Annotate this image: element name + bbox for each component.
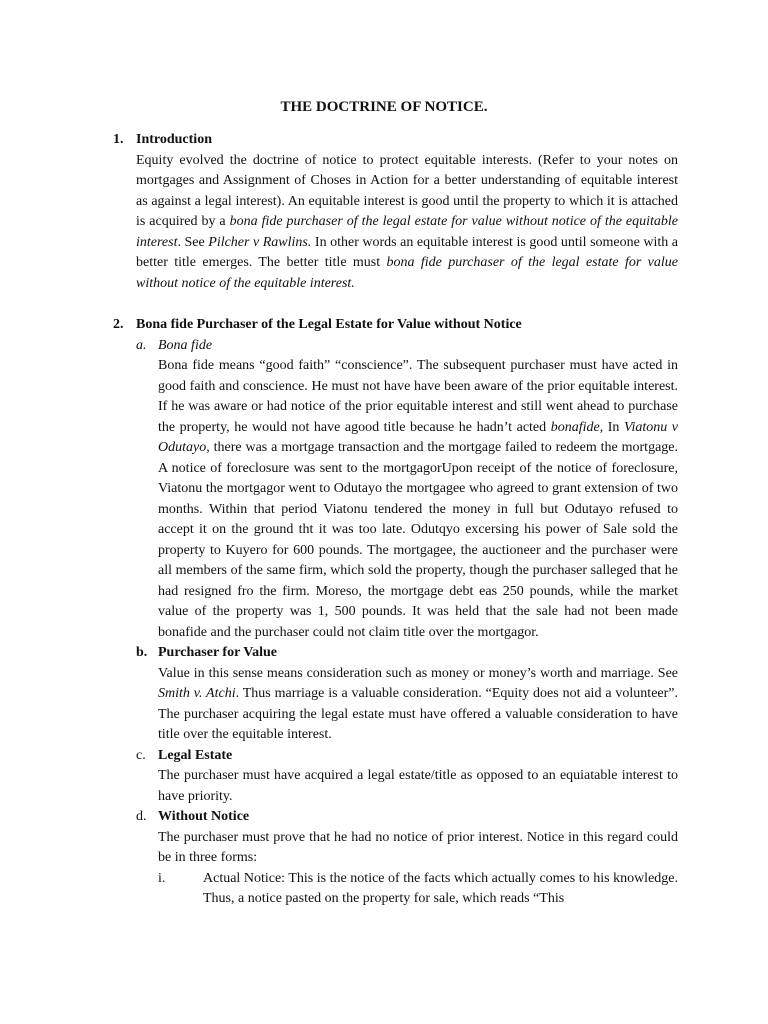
section-introduction xyxy=(113,130,678,294)
text-run: Value in this sense means consideration such as money or money’s worth and marriage. See xyxy=(158,665,678,681)
document-title: THE DOCTRINE OF NOTICE. xyxy=(280,99,488,115)
text-run: Bona fide means “good faith” “conscience”. The subsequent purchaser must have acted in good faith and conscience. He must not have have been aware of the prior equitable interest. If he was aware or had notice of the prior equitable interest and still went ahead to purchase the property, he would not have agood title because he hadn’t acted xyxy=(158,358,678,435)
case-citation: Pilcher v Rawlins. xyxy=(208,234,312,250)
subsection-body: The purchaser must prove that he had no notice of prior interest. Notice in this regard could be in three forms: xyxy=(158,829,678,865)
subsection-label: c. xyxy=(136,747,146,763)
subsection-title: Legal Estate xyxy=(158,747,233,763)
text-run: . See xyxy=(177,234,209,250)
subsection-body: The purchaser must have acquired a legal estate/title as opposed to an equiatable interest to have priority. xyxy=(158,768,678,804)
subsection-label: d. xyxy=(136,809,147,824)
subsection-body xyxy=(158,356,678,643)
subsection-body xyxy=(158,664,678,746)
section-heading-text: Introduction xyxy=(136,132,212,147)
list-item-label: i. xyxy=(158,870,166,886)
italic-text: bonafide, xyxy=(550,419,604,435)
italic-text: bona fide purchaser of the legal estate for value without notice of the equitable interest. xyxy=(136,255,678,291)
subsection-bona-fide xyxy=(136,336,678,644)
introduction-paragraph xyxy=(136,151,678,295)
text-run: In xyxy=(603,419,624,435)
subsection-label: a. xyxy=(136,337,147,353)
subsection-without-notice xyxy=(136,807,678,869)
section-heading xyxy=(113,130,678,151)
text-run: , there was a mortgage transaction and the mortgage failed to redeem the mortgage. A notice of foreclosure was sent to the mortgagorUpon receipt of the notice of foreclosure, Viatonu the mortgagor went to Odutayo the mortgagee who agreed to grant extension of two months. Within that period Viatonu tendered the money in full but Odutayo refused to accept it on the ground tht it was too late. Odutqyo excersing his power of Sale sold the property to Kuyero for 600 pounds. The mortgagee, the auctioneer and the purchaser were all members of the same firm, which sold the property, though the purchaser salleged that he had resigned fro the firm. Moreso, the mortgage debt eas 250 pounds, while the market value of the property was 1, 500 pounds. It was held that the sale had not been made bonafide and the purchaser could not claim title over the mortgagor. xyxy=(158,440,678,640)
section-heading-text: Bona fide Purchaser of the Legal Estate for Value without Notice xyxy=(136,317,522,332)
section-bona-fide-purchaser xyxy=(113,315,678,910)
text-run: In other words an equitable interest is good until someone with a better title emerges. The better title must xyxy=(136,234,678,270)
section-number: 2. xyxy=(113,317,124,332)
list-item-body: Actual Notice: This is the notice of the facts which actually comes to his knowledge. Thus, a notice pasted on the property for sale, which reads “This xyxy=(203,870,678,906)
case-citation: Viatonu v Odutayo xyxy=(158,419,678,455)
subsection-legal-estate xyxy=(136,746,678,808)
list-item-actual-notice xyxy=(158,869,678,910)
case-citation: Smith v. Atchi xyxy=(158,686,236,701)
subsection-title: Without Notice xyxy=(158,809,250,824)
text-run: Equity evolved the doctrine of notice to protect equitable interests. (Refer to your notes on mortgages and Assignment of Choses in Action for a better understanding of equitable interest as against a legal interest). An equitable interest is good until the property to which it is attached is acquired by a xyxy=(136,152,678,229)
section-heading xyxy=(113,315,678,336)
text-run: . Thus marriage is a valuable consideration. “Equity does not aid a volunteer”. The purchaser acquiring the legal estate must have offered a valuable consideration to have title over the equitable interest. xyxy=(158,686,678,742)
subsection-purchaser-for-value xyxy=(136,643,678,746)
subsection-title: Purchaser for Value xyxy=(158,645,278,660)
subsection-title: Bona fide xyxy=(158,337,213,353)
section-number: 1. xyxy=(113,132,124,147)
italic-text: bona fide purchaser of the legal estate for value without notice of the equitable interest xyxy=(136,214,678,250)
subsection-label: b. xyxy=(136,645,148,660)
